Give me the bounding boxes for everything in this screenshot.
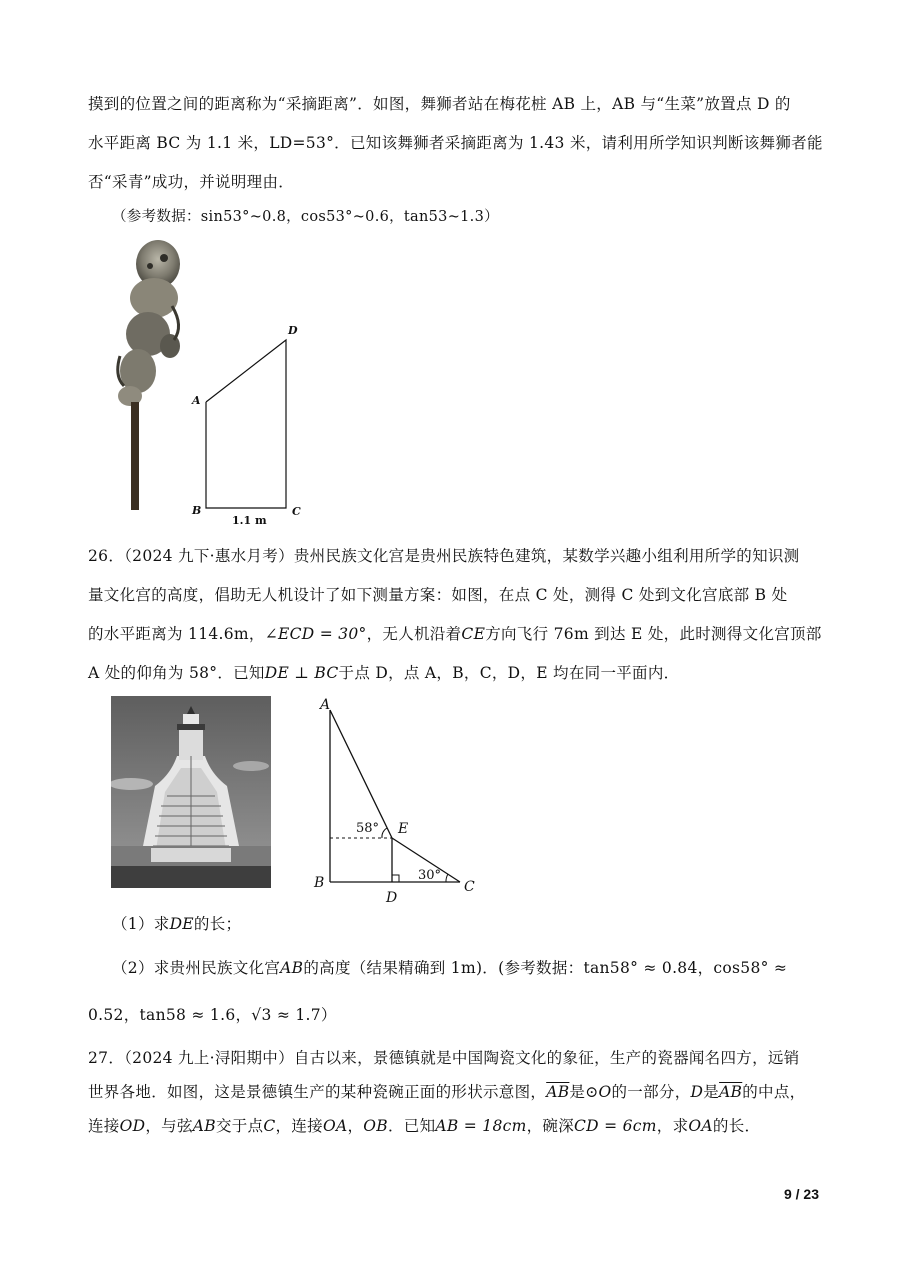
q26-line-1: 26．（2024 九下·惠水月考）贵州民族文化宫是贵州民族特色建筑，某数学兴趣小组利用所学的知识测 (88, 547, 800, 565)
q25-line-1: 摸到的位置之间的距离称为“采摘距离”．如图，舞狮者站在梅花桩 AB 上，AB 与“生菜”放置点 D 的 (88, 95, 791, 113)
q26-subquestion-1: （1）求DE的长； (112, 915, 242, 933)
label-A: A (320, 697, 331, 713)
label-B: B (192, 504, 202, 517)
label-C: C (292, 505, 301, 518)
label-angle-58: 58° (356, 821, 380, 836)
q25-line-3: 否“采青”成功，并说明理由． (88, 173, 295, 191)
label-E: E (398, 821, 409, 837)
label-B: B (314, 875, 325, 891)
q27-line-2: 世界各地．如图，这是景德镇生产的某种瓷碗正面的形状示意图，$\overline{AB}$是⊙O的一部分，D是$\overline{AB}$的中点， (88, 1083, 806, 1101)
q26-geometry-diagram (310, 694, 485, 904)
label-A: A (192, 394, 201, 407)
q25-reference-data: （参考数据：sin53°~0.8，cos53°~0.6，tan53~1.3） (112, 209, 499, 225)
q27-line-1: 27．（2024 九上·浔阳期中）自古以来，景德镇就是中国陶瓷文化的象征，生产的瓷器闻名四方，远销 (88, 1049, 800, 1067)
q26-line-3: 的水平距离为 114.6m，∠ECD = 30°，无人机沿着CE方向飞行 76m 到达 E 处，此时测得文化宫顶部 (88, 625, 822, 643)
label-angle-30: 30° (418, 868, 442, 883)
label-distance: 1.1 m (232, 514, 267, 527)
label-D: D (386, 890, 398, 904)
q26-line-2: 量文化宫的高度，倡助无人机设计了如下测量方案：如图，在点 C 处，测得 C 处到文化宫底部 B 处 (88, 586, 788, 604)
q25-geometry-diagram (186, 320, 306, 530)
cultural-palace-photo (111, 696, 271, 888)
page-number: 9 / 23 (783, 1186, 819, 1202)
label-C: C (464, 879, 475, 895)
lion-dance-photo (110, 236, 190, 516)
q25-line-2: 水平距离 BC 为 1.1 米，LD=53°．已知该舞狮者采摘距离为 1.43 米，请利用所学知识判断该舞狮者能 (88, 134, 823, 152)
label-D: D (288, 324, 298, 337)
q26-line-4: A 处的仰角为 58°．已知DE ⊥ BC于点 D，点 A，B，C，D，E 均在同一平面内． (88, 664, 680, 682)
q26-subquestion-2-cont: 0.52，tan58 ≈ 1.6，√3 ≈ 1.7） (88, 1006, 337, 1024)
q27-line-3: 连接OD，与弦AB交于点C，连接OA，OB．已知AB = 18cm，碗深CD = 6cm，求OA的长． (88, 1117, 761, 1135)
q26-subquestion-2: （2）求贵州民族文化宫AB的高度（结果精确到 1m)．(参考数据：tan58° ≈ 0.84，cos58° ≈ (112, 959, 788, 977)
